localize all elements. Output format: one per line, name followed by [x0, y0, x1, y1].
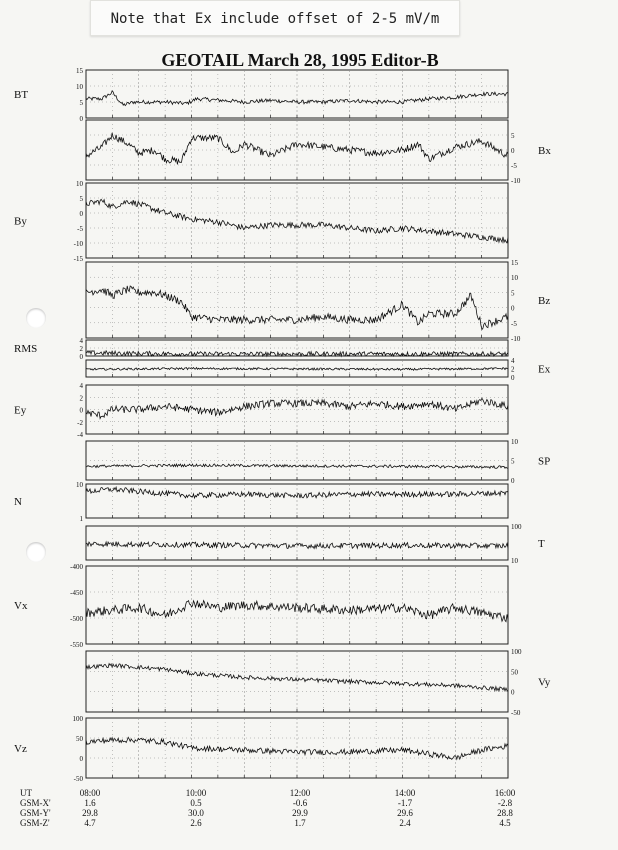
- panel-bx: [86, 120, 508, 180]
- y-tick-label-by: -10: [73, 240, 83, 248]
- footer-value-ut: 16:00: [494, 788, 516, 798]
- footer-value-z: 2.4: [399, 818, 411, 828]
- panel-label-rms: RMS: [14, 343, 38, 355]
- panel-vx: [86, 566, 508, 644]
- y-tick-label-ey: -2: [77, 418, 83, 427]
- panel-label-ex: Ex: [538, 363, 551, 376]
- y-tick-label-by: 5: [79, 195, 83, 203]
- footer-value-z: 2.6: [190, 818, 202, 828]
- y-tick-label-ex: 0: [511, 374, 515, 382]
- y-tick-label-vz: 50: [76, 735, 83, 743]
- y-tick-label-sp: 10: [511, 438, 518, 446]
- footer-value-y: 29.9: [292, 808, 308, 818]
- footer-value-y: 29.8: [82, 808, 98, 818]
- footer-value-y: 30.0: [188, 808, 204, 818]
- y-tick-label-n: 10: [76, 481, 83, 489]
- y-tick-label-ey: -4: [77, 431, 83, 439]
- footer-row-label: GSM-Y': [20, 808, 51, 818]
- panel-label-vy: Vy: [538, 676, 551, 689]
- panel-vy: [86, 651, 508, 712]
- y-tick-label-ey: 0: [79, 406, 83, 415]
- y-tick-label-bt: 0: [79, 115, 83, 123]
- y-tick-label-by: 0: [79, 210, 83, 218]
- y-tick-label-bx: -5: [511, 162, 517, 170]
- y-tick-label-vx: -400: [70, 563, 83, 571]
- y-tick-label-vy: -50: [511, 709, 521, 717]
- panel-bz: [86, 262, 508, 338]
- y-tick-label-vz: 0: [79, 755, 83, 763]
- y-tick-label-bz: 0: [511, 304, 515, 313]
- footer-value-x: 0.5: [190, 798, 202, 808]
- footer-value-z: 4.5: [499, 818, 511, 828]
- y-tick-label-by: 10: [76, 180, 83, 188]
- footer-value-z: 4.7: [84, 818, 96, 828]
- y-tick-label-bz: -5: [511, 319, 517, 328]
- y-tick-label-vx: -450: [70, 589, 83, 597]
- y-tick-label-n: 1: [79, 515, 83, 523]
- panel-t: [86, 526, 508, 560]
- panel-label-bt: BT: [14, 89, 29, 101]
- panel-vz: [86, 718, 508, 778]
- panel-label-vz: Vz: [14, 743, 27, 755]
- y-tick-label-sp: 0: [511, 477, 515, 485]
- y-tick-label-rms: 0: [79, 353, 83, 361]
- y-tick-label-ey: 2: [79, 394, 83, 403]
- panel-label-bz: Bz: [538, 295, 551, 307]
- y-tick-label-bx: 0: [511, 147, 515, 155]
- panel-ex: [86, 360, 508, 377]
- y-tick-label-bz: 10: [511, 274, 518, 283]
- panel-bt: [86, 70, 508, 118]
- footer-value-y: 28.8: [497, 808, 513, 818]
- footer-value-x: -0.6: [292, 798, 308, 808]
- chart-title: GEOTAIL March 28, 1995 Editor-B: [161, 50, 439, 70]
- panel-label-sp: SP: [538, 455, 551, 468]
- y-tick-label-vy: 0: [511, 688, 515, 697]
- y-tick-label-bz: 5: [511, 289, 515, 298]
- y-tick-label-bz: -10: [511, 335, 521, 343]
- panel-n: [86, 484, 508, 518]
- footer-value-x: 1.6: [84, 798, 96, 808]
- footer-value-ut: 14:00: [394, 788, 416, 798]
- footer-value-x: -2.8: [497, 798, 513, 808]
- y-tick-label-t: 10: [511, 557, 518, 565]
- footer-row-label: GSM-Z': [20, 818, 50, 828]
- y-tick-label-rms: 4: [79, 337, 83, 345]
- y-tick-label-sp: 5: [511, 457, 515, 466]
- panel-label-ey: Ey: [14, 404, 27, 417]
- footer-value-x: -1.7: [397, 798, 413, 808]
- y-tick-label-bx: -10: [511, 177, 521, 185]
- y-tick-label-bt: 15: [76, 67, 83, 75]
- panel-rms: [86, 340, 508, 356]
- y-tick-label-vz: 100: [72, 715, 83, 723]
- y-tick-label-vy: 100: [511, 648, 522, 656]
- panel-ey: [86, 385, 508, 434]
- footer-value-ut: 12:00: [289, 788, 311, 798]
- footer-row-label: UT: [20, 788, 32, 798]
- y-tick-label-ey: 4: [79, 382, 83, 390]
- y-tick-label-vx: -500: [70, 615, 83, 623]
- y-tick-label-ex: 4: [511, 357, 515, 365]
- footer-value-ut: 08:00: [79, 788, 101, 798]
- y-tick-label-bt: 5: [79, 99, 83, 107]
- panel-by: [86, 183, 508, 258]
- footer-value-y: 29.6: [397, 808, 413, 818]
- panel-label-by: By: [14, 215, 27, 228]
- y-tick-label-by: -15: [73, 255, 83, 263]
- panel-label-bx: Bx: [538, 145, 551, 157]
- footer-value-ut: 10:00: [185, 788, 207, 798]
- panel-label-vx: Vx: [14, 600, 28, 612]
- panel-label-n: N: [14, 496, 22, 508]
- y-tick-label-rms: 2: [79, 345, 83, 353]
- y-tick-label-bt: 10: [76, 83, 83, 91]
- y-tick-label-vz: -50: [73, 775, 83, 783]
- footer-value-z: 1.7: [294, 818, 306, 828]
- y-tick-label-vx: -550: [70, 641, 83, 649]
- y-tick-label-t: 100: [511, 523, 522, 531]
- y-tick-label-bx: 5: [511, 132, 515, 140]
- y-tick-label-bz: 15: [511, 259, 518, 267]
- panel-sp: [86, 441, 508, 480]
- y-tick-label-vy: 50: [511, 668, 518, 677]
- footer-row-label: GSM-X': [20, 798, 51, 808]
- y-tick-label-by: -5: [77, 225, 83, 233]
- annotation-note: Note that Ex include offset of 2-5 mV/m: [90, 0, 460, 36]
- y-tick-label-ex: 2: [511, 365, 515, 374]
- panel-label-t: T: [538, 538, 545, 550]
